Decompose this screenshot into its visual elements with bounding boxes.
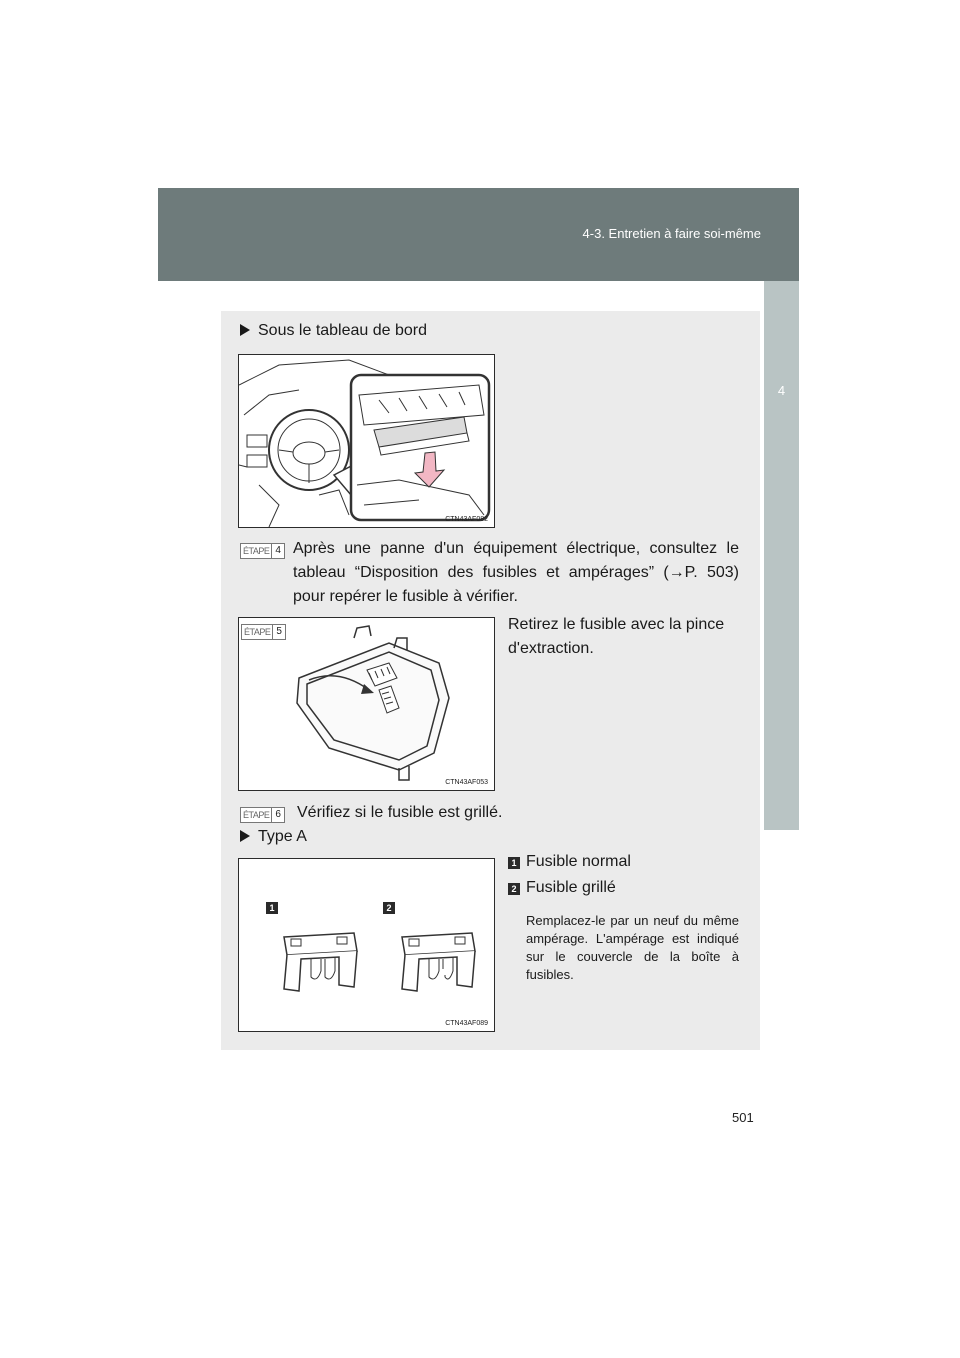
- step4-text: Après une panne d'un équipement électrique, consultez le tableau “Disposition des fusibles et ampérages” (→P. 503) pour repérer le fusible à vérifier.: [293, 540, 739, 605]
- page-number: 501: [732, 1110, 754, 1125]
- number-2-icon: 2: [508, 883, 520, 895]
- label-2-icon: 2: [383, 902, 395, 914]
- step6-badge: ÉTAPE 6: [240, 805, 285, 823]
- chapter-number: 4: [777, 383, 786, 398]
- fuse-comparison-illustration: [239, 859, 495, 1032]
- figure-code: CTN43AF053: [445, 779, 488, 786]
- number-1-icon: 1: [508, 857, 520, 869]
- figure-code: CTN43AF082: [445, 516, 488, 523]
- bullet-dashboard: Sous le tableau de bord: [240, 322, 427, 340]
- fuse-box-illustration: [239, 618, 495, 791]
- figure-code: CTN43AF089: [445, 1020, 488, 1027]
- step4-badge: ÉTAPE 4: [240, 541, 285, 559]
- triangle-bullet-icon: [240, 324, 250, 336]
- section-title: 4-3. Entretien à faire soi-même: [582, 226, 761, 241]
- figure-fuse-comparison: [238, 858, 495, 1032]
- triangle-bullet-icon: [240, 830, 250, 842]
- section-header: [158, 188, 799, 281]
- figure-dashboard-fuse-box: [238, 354, 495, 528]
- legend-item-2: 2 Fusible grillé: [508, 879, 616, 897]
- figure-fuse-puller: ÉTAPE 5 CTN43AF053: [238, 617, 495, 791]
- label-1-icon: 1: [266, 902, 278, 914]
- step5-text: Retirez le fusible avec la pince d'extraction.: [508, 616, 725, 657]
- step6-text: Vérifiez si le fusible est grillé.: [297, 804, 503, 821]
- legend-item-1: 1 Fusible normal: [508, 853, 631, 871]
- chapter-tab: [764, 281, 799, 830]
- dashboard-illustration: [239, 355, 495, 528]
- bullet-type-a: Type A: [240, 828, 307, 846]
- replacement-note: Remplacez-le par un neuf du même ampérage. L'ampérage est indiqué sur le couvercle de la boîte à fusibles.: [526, 913, 739, 982]
